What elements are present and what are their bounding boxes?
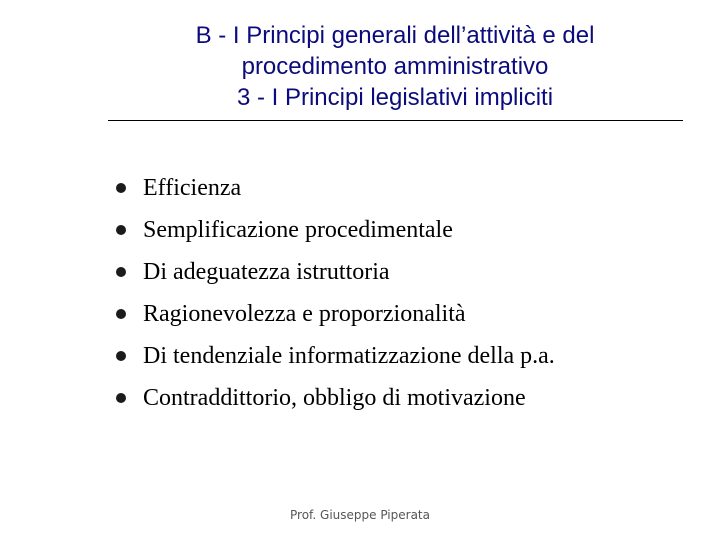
bullet-text: Semplificazione procedimentale bbox=[143, 216, 453, 243]
title-line-3: 3 - I Principi legislativi impliciti bbox=[236, 84, 554, 111]
bullet-text: Di tendenziale informatizzazione della p.a. bbox=[143, 342, 555, 369]
bullet-item bbox=[116, 167, 555, 209]
bullet-dot-icon bbox=[116, 183, 126, 193]
bullet-item bbox=[116, 377, 555, 419]
title-line-1: B - I Principi generali dell’attività e del bbox=[195, 22, 595, 49]
bullet-item bbox=[116, 335, 555, 377]
bullet-item bbox=[116, 293, 555, 335]
bullet-text: Di adeguatezza istruttoria bbox=[143, 258, 390, 285]
bullet-text: Contraddittorio, obbligo di motivazione bbox=[143, 384, 526, 411]
bullet-item bbox=[116, 251, 555, 293]
bullet-dot-icon bbox=[116, 393, 126, 403]
title-divider bbox=[108, 120, 683, 121]
bullet-text: Ragionevolezza e proporzionalità bbox=[143, 300, 466, 327]
title-line-2: procedimento amministrativo bbox=[241, 53, 549, 80]
bullet-text: Efficienza bbox=[143, 174, 242, 201]
bullet-item bbox=[116, 209, 555, 251]
bullet-list bbox=[116, 167, 555, 419]
slide-title bbox=[110, 20, 680, 113]
bullet-dot-icon bbox=[116, 351, 126, 361]
bullet-dot-icon bbox=[116, 267, 126, 277]
bullet-dot-icon bbox=[116, 309, 126, 319]
footer-author: Prof. Giuseppe Piperata bbox=[290, 508, 430, 522]
bullet-dot-icon bbox=[116, 225, 126, 235]
